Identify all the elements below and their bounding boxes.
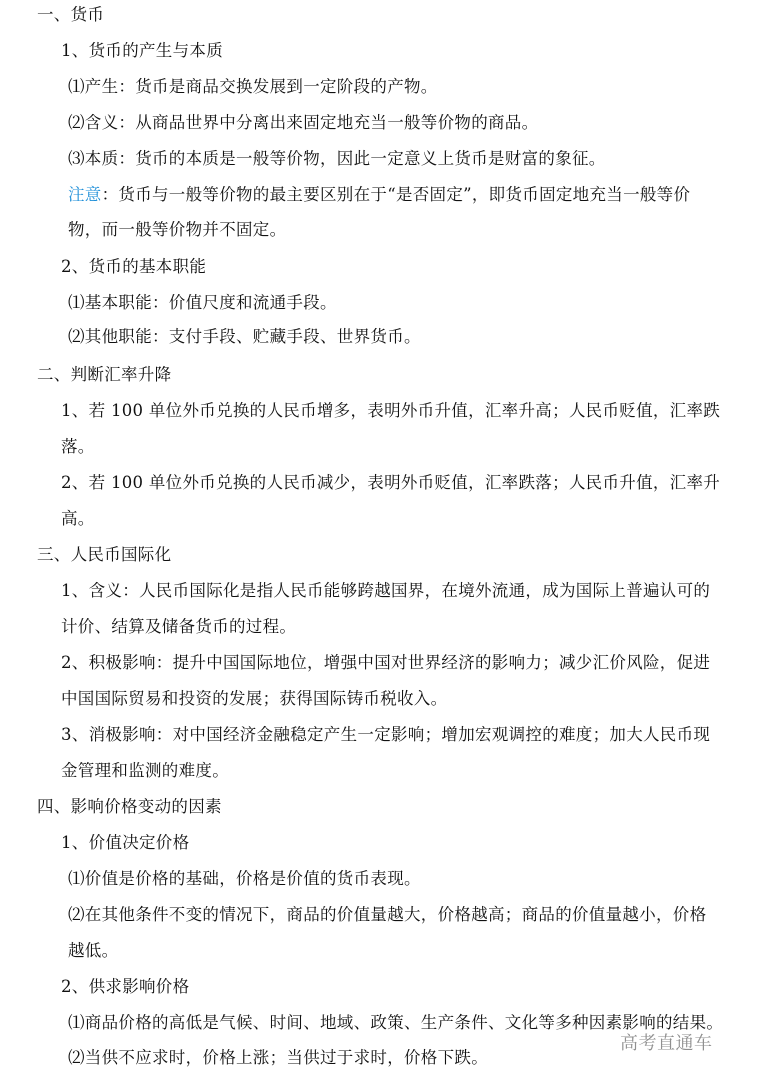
note-line <box>68 185 690 205</box>
paragraph-line: 2、积极影响：提升中国国际地位，增强中国对世界经济的影响力；减少汇价风险，促进 <box>61 653 711 672</box>
paragraph-line: 1、含义：人民币国际化是指人民币能够跨越国界，在境外流通，成为国际上普遍认可的 <box>61 581 711 600</box>
section-heading: 四、影响价格变动的因素 <box>37 797 222 816</box>
point-text: 越低。 <box>68 941 119 960</box>
paragraph-line: 中国国际贸易和投资的发展；获得国际铸币税收入。 <box>61 689 448 708</box>
note-label: 注意 <box>68 185 102 204</box>
point-text: ⑵在其他条件不变的情况下，商品的价值量越大，价格越高；商品的价值量越小，价格 <box>68 905 707 924</box>
point-text: ⑴产生：货币是商品交换发展到一定阶段的产物。 <box>68 77 438 96</box>
point-text: ⑵其他职能：支付手段、贮藏手段、世界货币。 <box>68 327 421 346</box>
paragraph-line: 2、若 100 单位外币兑换的人民币减少，表明外币贬值，汇率跌落；人民币升值，汇率升 <box>61 473 721 492</box>
paragraph-line: 高。 <box>61 509 95 528</box>
point-text: ⑵含义：从商品世界中分离出来固定地充当一般等价物的商品。 <box>68 113 539 132</box>
subsection-heading: 2、货币的基本职能 <box>61 257 207 276</box>
subsection-heading: 1、价值决定价格 <box>61 833 190 852</box>
section-heading: 二、判断汇率升降 <box>37 365 172 384</box>
subsection-heading: 2、供求影响价格 <box>61 977 190 996</box>
section-heading: 一、货币 <box>37 5 105 24</box>
paragraph-line: 金管理和监测的难度。 <box>61 761 229 780</box>
watermark-text: 高考直通车 <box>620 1033 713 1054</box>
note-text-continued: 物，而一般等价物并不固定。 <box>68 220 287 239</box>
paragraph-line: 计价、结算及储备货币的过程。 <box>61 617 297 636</box>
point-text: ⑴商品价格的高低是气候、时间、地域、政策、生产条件、文化等多种因素影响的结果。 <box>68 1013 724 1032</box>
point-text: ⑵当供不应求时，价格上涨；当供过于求时，价格下跌。 <box>68 1048 488 1067</box>
point-text: ⑶本质：货币的本质是一般等价物，因此一定意义上货币是财富的象征。 <box>68 149 606 168</box>
paragraph-line: 1、若 100 单位外币兑换的人民币增多，表明外币升值，汇率升高；人民币贬值，汇率跌 <box>61 401 721 420</box>
note-text: ：货币与一般等价物的最主要区别在于“是否固定”，即货币固定地充当一般等价 <box>101 185 691 204</box>
point-text: ⑴基本职能：价值尺度和流通手段。 <box>68 293 337 312</box>
paragraph-line: 落。 <box>61 437 95 456</box>
point-text: ⑴价值是价格的基础，价格是价值的货币表现。 <box>68 869 421 888</box>
section-heading: 三、人民币国际化 <box>37 545 172 564</box>
paragraph-line: 3、消极影响：对中国经济金融稳定产生一定影响；增加宏观调控的难度；加大人民币现 <box>61 725 711 744</box>
subsection-heading: 1、货币的产生与本质 <box>61 41 223 60</box>
